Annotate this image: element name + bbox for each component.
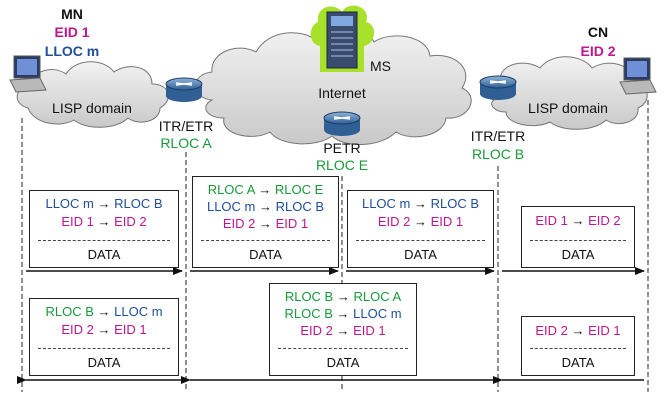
petr-label: PETR: [323, 140, 361, 156]
internet-label: Internet: [318, 85, 366, 101]
rloc-b-label: RLOC B: [471, 146, 525, 162]
router-icon: [166, 78, 202, 102]
payload: DATA: [561, 355, 595, 370]
payload: DATA: [404, 247, 437, 262]
packet-forward-etr-to-cn: [521, 206, 635, 268]
itr-etr-left-label: ITR/ETR: [158, 118, 214, 134]
packet-return-etr-to-itr: [269, 283, 417, 376]
rloc-e-label: RLOC E: [315, 157, 369, 173]
outer-header: LLOC m → RLOC B: [45, 196, 163, 211]
mn-lloc: LLOC m: [44, 43, 100, 59]
lisp-domain-right-label: LISP domain: [528, 100, 608, 116]
ms-label: MS: [370, 58, 391, 74]
router-icon: [480, 76, 516, 100]
itr-etr-right-label: ITR/ETR: [470, 128, 526, 144]
cn-title: CN: [587, 24, 609, 40]
payload: DATA: [326, 355, 360, 370]
mn-title: MN: [61, 6, 83, 22]
router-icon: [324, 112, 360, 136]
inner-header: EID 2 → EID 1: [377, 214, 464, 229]
outer-header: RLOC B → RLOC A: [284, 289, 402, 304]
inner-header: EID 1 → EID 2: [61, 214, 147, 229]
inner-header: EID 2 → EID 1: [61, 322, 147, 337]
inner-header: EID 1 → EID 2: [535, 213, 621, 228]
middle-header: RLOC B → LLOC m: [284, 306, 402, 321]
packet-forward-itr-to-petr: [192, 176, 339, 268]
payload: DATA: [249, 247, 282, 262]
payload: DATA: [87, 247, 121, 262]
lisp-domain-left-label: LISP domain: [52, 100, 132, 116]
payload: DATA: [561, 247, 595, 262]
inner-header: EID 2 → EID 1: [300, 323, 386, 338]
packet-forward-mn-to-itr: [29, 190, 179, 268]
middle-header: LLOC m → RLOC B: [206, 199, 325, 214]
inner-header: EID 2 → EID 1: [535, 323, 621, 338]
packet-forward-petr-to-etr: [347, 190, 494, 268]
outer-header: RLOC A → RLOC E: [207, 182, 324, 197]
inner-header: EID 2 → EID 1: [222, 216, 309, 231]
packet-return-itr-to-mn: [29, 298, 179, 376]
mn-eid: EID 1: [54, 24, 90, 40]
outer-header: LLOC m → RLOC B: [361, 196, 480, 211]
payload: DATA: [87, 355, 121, 370]
packet-return-cn-to-etr: [521, 316, 635, 376]
laptop-icon: [620, 58, 656, 94]
cn-eid: EID 2: [580, 43, 616, 59]
rloc-a-label: RLOC A: [160, 135, 212, 151]
outer-header: RLOC B → LLOC m: [45, 304, 163, 319]
